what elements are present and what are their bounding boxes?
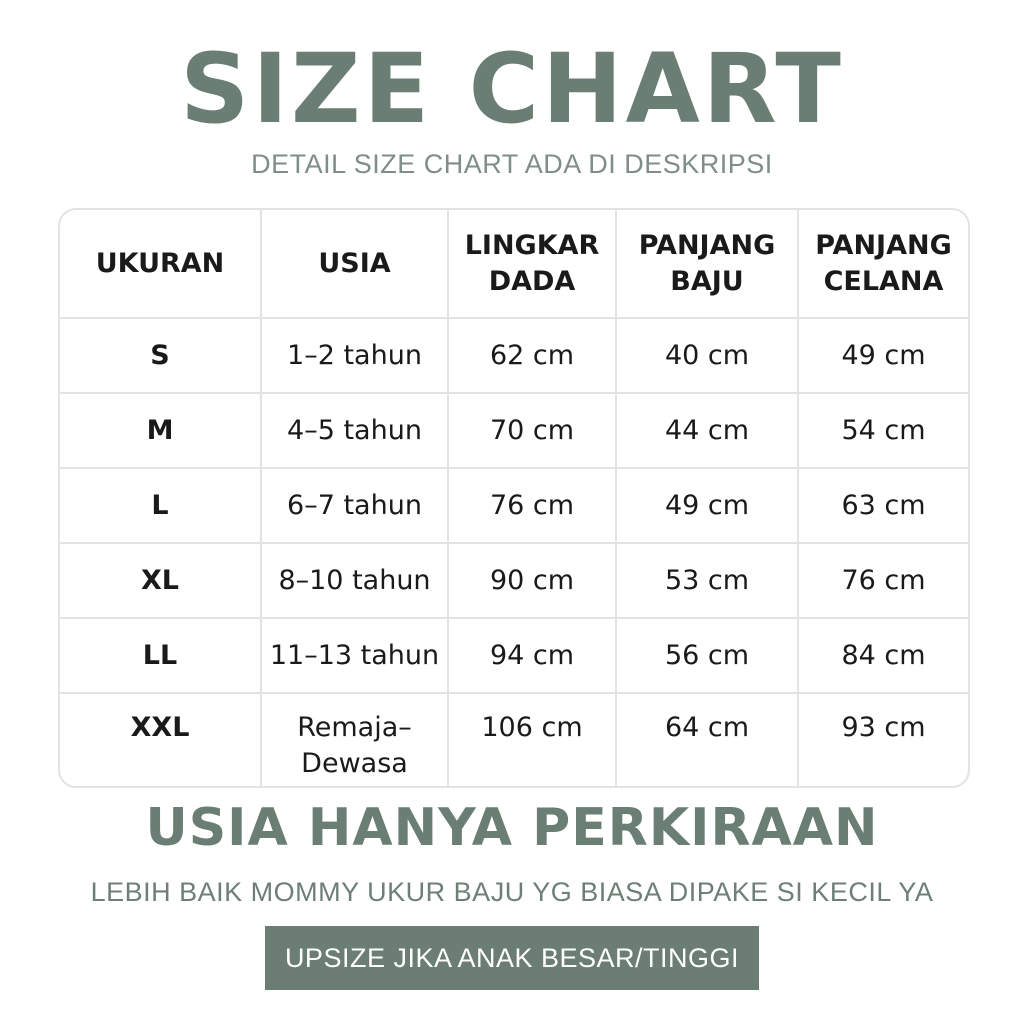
page-subtitle: DETAIL SIZE CHART ADA DI DESKRIPSI bbox=[251, 149, 773, 179]
cell-age: 6–7 tahun bbox=[261, 468, 448, 543]
table-row bbox=[60, 318, 968, 393]
cell-age bbox=[261, 693, 448, 788]
cell-age-line2: Dewasa bbox=[301, 748, 408, 779]
upsize-badge: UPSIZE JIKA ANAK BESAR/TINGGI bbox=[265, 926, 759, 990]
cell-age-line1: Remaja– bbox=[297, 712, 412, 743]
header-panjang-baju-line2: BAJU bbox=[670, 265, 744, 297]
header-lingkar-dada-line2: DADA bbox=[488, 265, 576, 297]
cell-size: S bbox=[60, 318, 261, 393]
size-table bbox=[60, 210, 968, 788]
cell-pants-length: 49 cm bbox=[798, 318, 968, 393]
table-row bbox=[60, 543, 968, 618]
cell-chest: 70 cm bbox=[448, 393, 616, 468]
cell-chest: 94 cm bbox=[448, 618, 616, 693]
header-lingkar-dada-line1: LINGKAR bbox=[464, 229, 600, 261]
header-lingkar-dada bbox=[448, 210, 616, 318]
cell-size: XXL bbox=[60, 693, 261, 788]
cell-shirt-length: 49 cm bbox=[616, 468, 798, 543]
cell-pants-length: 63 cm bbox=[798, 468, 968, 543]
cell-chest: 106 cm bbox=[448, 693, 616, 788]
header-panjang-celana bbox=[798, 210, 968, 318]
cell-chest: 76 cm bbox=[448, 468, 616, 543]
cell-pants-length: 84 cm bbox=[798, 618, 968, 693]
cell-age: 1–2 tahun bbox=[261, 318, 448, 393]
header-panjang-baju-line1: PANJANG bbox=[638, 229, 776, 261]
cell-age: 8–10 tahun bbox=[261, 543, 448, 618]
note-subtitle: LEBIH BAIK MOMMY UKUR BAJU YG BIASA DIPAKE SI KECIL YA bbox=[90, 877, 934, 907]
cell-size: M bbox=[60, 393, 261, 468]
header-panjang-celana-line1: PANJANG bbox=[815, 229, 952, 261]
cell-size: LL bbox=[60, 618, 261, 693]
cell-pants-length: 76 cm bbox=[798, 543, 968, 618]
cell-shirt-length: 64 cm bbox=[616, 693, 798, 788]
cell-size: L bbox=[60, 468, 261, 543]
table-row bbox=[60, 393, 968, 468]
cell-chest: 62 cm bbox=[448, 318, 616, 393]
header-usia bbox=[261, 210, 448, 318]
header-panjang-baju bbox=[616, 210, 798, 318]
cell-shirt-length: 40 cm bbox=[616, 318, 798, 393]
cell-pants-length: 93 cm bbox=[841, 712, 926, 743]
table-row bbox=[60, 618, 968, 693]
header-usia-line1: USIA bbox=[318, 247, 391, 279]
header-ukuran bbox=[60, 210, 261, 318]
cell-age: 4–5 tahun bbox=[261, 393, 448, 468]
cell-size: XL bbox=[60, 543, 261, 618]
cell-chest: 90 cm bbox=[448, 543, 616, 618]
cell-shirt-length: 56 cm bbox=[616, 618, 798, 693]
header-panjang-celana-line2: CELANA bbox=[823, 265, 944, 297]
table-row bbox=[60, 468, 968, 543]
cell-shirt-length: 44 cm bbox=[616, 393, 798, 468]
note-title: USIA HANYA PERKIRAAN bbox=[145, 798, 879, 858]
page-title: SIZE CHART bbox=[180, 33, 844, 145]
table-row bbox=[60, 693, 968, 788]
size-table-container bbox=[58, 208, 970, 788]
cell-shirt-length: 53 cm bbox=[616, 543, 798, 618]
header-ukuran-line1: UKURAN bbox=[95, 247, 225, 279]
cell-pants-length: 54 cm bbox=[798, 393, 968, 468]
cell-age: 11–13 tahun bbox=[261, 618, 448, 693]
table-header-row bbox=[60, 210, 968, 318]
